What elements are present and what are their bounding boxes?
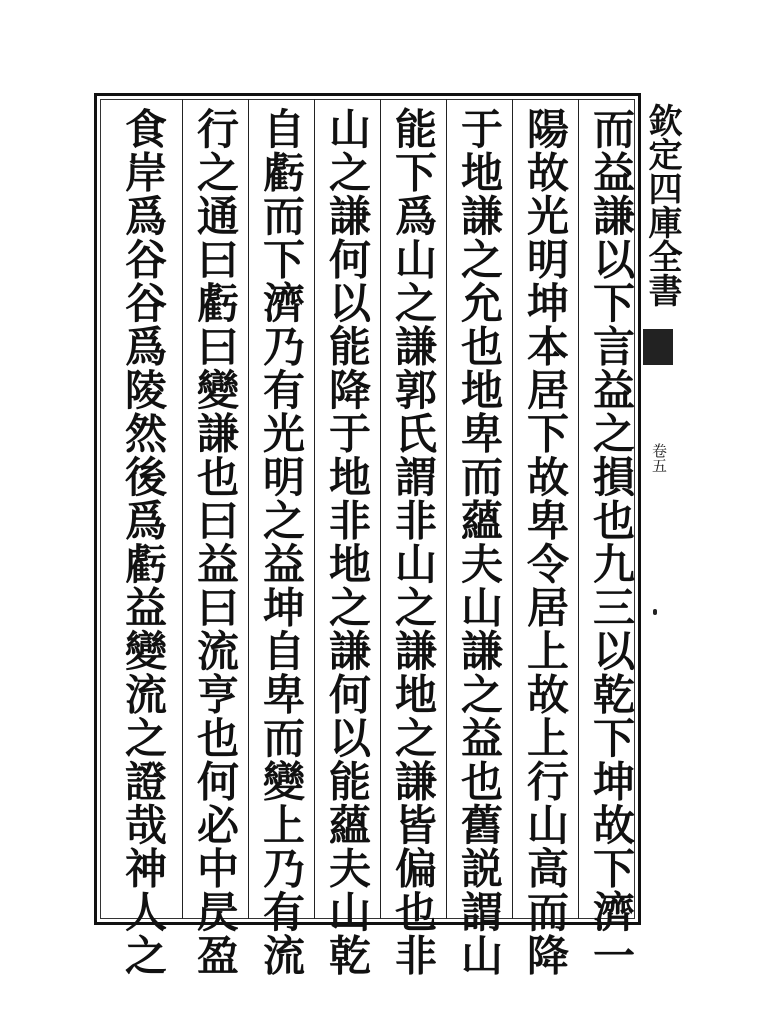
page-margin [641,93,681,925]
volume-label: 卷五 [650,443,668,473]
book-title: 欽定四庫全書 [642,103,682,307]
text-column-8 [110,99,176,977]
text-column-7 [182,99,248,977]
column-text: 于地謙之允也地卑而蘊夫山謙之益也舊説謂山 [455,107,504,977]
column-text: 能下爲山之謙郭氏謂非山之謙地之謙皆偏也非 [389,107,438,977]
column-text: 陽故光明坤本居下故卑令居上故上行山高而降 [521,107,570,977]
text-column-3 [446,99,512,977]
column-text: 而益謙以下言益之損也九三以乾下坤故下濟一 [587,107,636,977]
column-text: 食岸爲谷谷爲陵然後爲虧益變流之證哉神人之 [119,107,168,977]
fishtail-mark [643,329,673,365]
margin-dot [653,609,657,615]
text-column-4 [380,99,446,977]
text-column-6 [248,99,314,977]
text-column-2 [512,99,578,977]
text-column-1 [578,99,644,977]
text-column-5 [314,99,380,977]
column-text: 山之謙何以能降于地非地之謙何以能蘊夫山乾 [323,107,372,977]
column-text: 自虧而下濟乃有光明之益坤自卑而變上乃有流 [257,107,306,977]
column-text: 行之通曰虧曰變謙也曰益曰流亨也何必中昃盈 [191,107,240,977]
